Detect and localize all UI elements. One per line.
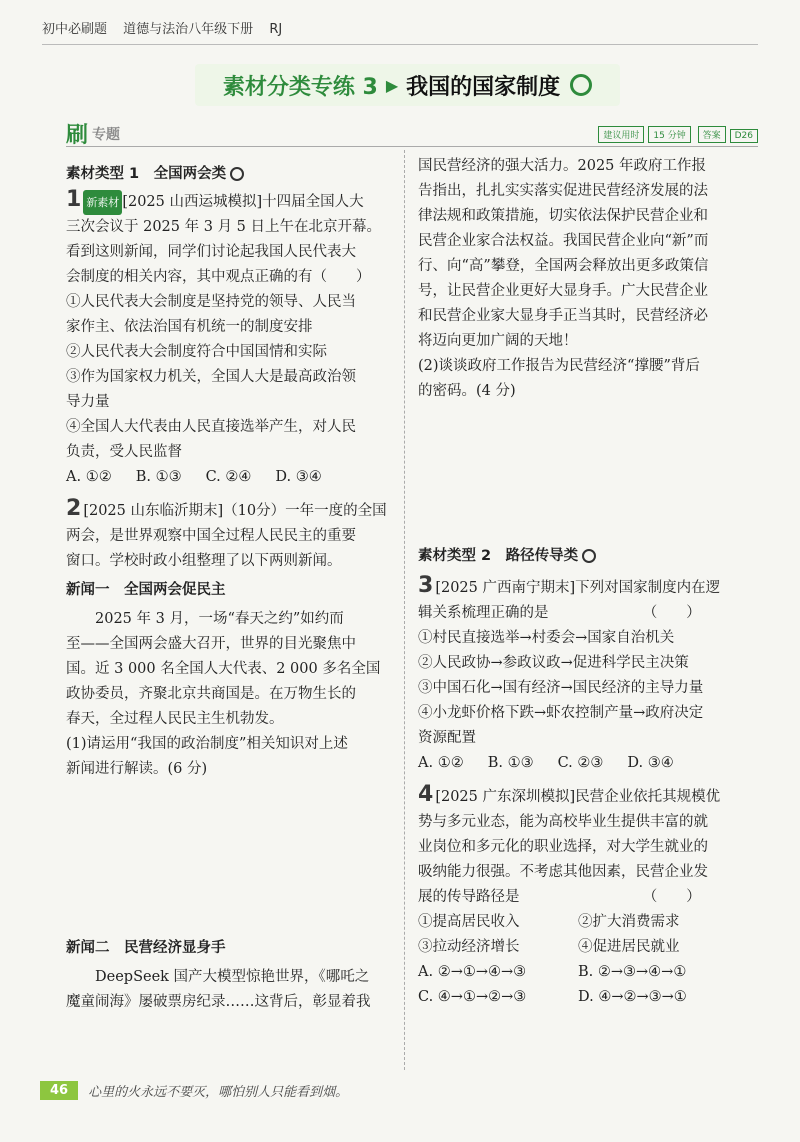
option-a: A. ②→①→④→③: [418, 964, 527, 980]
left-column: [66, 162, 398, 1015]
question-4: 4 [2025 广东深圳模拟]民营企业依托其规模优 势与多元业态，能为高校毕业生提供丰富的就 业岗位和多元化的职业选择，对大学生就业的 吸纳能力很强。不考虑其他因素，民营企业发 展的传导路径是 （ ） ①提高居民收入 ②扩大消费需求 ③拉动经济增长 ④促进居民就业 A. ②→①→④→③ B. ②→③→④→① C. ④→①→②→③ D. ④→②→③→①: [418, 782, 758, 1010]
question-number: 4: [418, 782, 434, 807]
section-bar: [66, 124, 758, 147]
time-label: 建议用时: [598, 126, 644, 143]
option-b: B. ②→③→④→①: [578, 964, 687, 980]
question-number: 1: [66, 187, 82, 212]
question-3: 3 [2025 广西南宁期末]下列对国家制度内在逻 辑关系梳理正确的是 （ ） ①村民直接选举→村委会→国家自治机关 ②人民政协→参政议政→促进科学民主决策 ③中国石化→国有经济→国民经济的主导力量 ④小龙虾价格下跌→虾农控制产量→政府决定 资源配置 A. ①② B. ①③ C. ②③ D. ③④: [418, 573, 758, 776]
chapter-banner: [195, 64, 620, 106]
target-icon: [570, 74, 592, 96]
section-label: 专题: [92, 127, 120, 143]
subject-name: 道德与法治八年级下册: [123, 22, 254, 37]
item-list: ①提高居民收入 ②扩大消费需求 ③拉动经济增长 ④促进居民就业: [418, 914, 680, 955]
option-d: D. ③④: [275, 469, 322, 485]
banner-title: 我国的国家制度: [406, 74, 561, 100]
answer-space: [418, 404, 758, 544]
footer-motto: 心里的火永远不要灭，哪怕别人只能看到烟。: [88, 1084, 349, 1100]
page-number: 46: [40, 1081, 78, 1100]
option-a: A. ①②: [66, 469, 112, 485]
new-material-tag: 新素材: [83, 190, 122, 215]
page-footer: [40, 1078, 760, 1102]
target-icon: [230, 167, 244, 181]
option-c: C. ②④: [205, 469, 252, 485]
answer-space: [66, 782, 398, 932]
answer-page: D26: [730, 129, 758, 143]
series-name: 初中必刷题: [42, 22, 108, 37]
answer-options: [418, 751, 758, 776]
answer-options: [418, 960, 758, 1010]
news-1-title: 新闻一 全国两会促民主: [66, 582, 226, 598]
edition: RJ: [269, 22, 283, 37]
banner-prefix: 素材分类专练 3: [222, 74, 378, 100]
column-divider: [404, 150, 405, 1070]
question-1: 1 新素材 [2025 山西运城模拟]十四届全国人大 三次会议于 2025 年 3 月 5 日上午在北京开幕。 看到这则新闻，同学们讨论起我国人民代表大 会制度的相关内容，其中观点正确的有（ ） ①人民代表大会制度是坚持党的领导、人民当 家作主、依法治国有机统一的制度安排 ②人民代表大会制度符合中国国情和实际 ③作为国家权力机关，全国人大是最高政治领 导力量 ④全国人大代表由人民直接选举产生，对人民 负责，受人民监督 A. ①② B. ①③ C. ②④ D. ③④: [66, 187, 398, 490]
option-d: D. ③④: [627, 755, 674, 771]
material-type-1: 素材类型 1 全国两会类: [66, 162, 398, 187]
section-meta: [594, 126, 758, 143]
question-number: 2: [66, 496, 82, 521]
news-2-title: 新闻二 民营经济显身手: [66, 940, 226, 956]
right-column: 国民营经济的强大活力。2025 年政府工作报 告指出，扎扎实实落实促进民营经济发展的法 律法规和政策措施，切实依法保护民营企业和 民营企业家合法权益。我国民营企业向“新”而 行、向“高”攀登，全国两会释放出更多政策信 号，让民营企业更好大显身手。广大民营企业 和民营企业家大显身手正当其时，民营经济必 将迈向更加广阔的天地！ (2)谈谈政府工作报告为民营经济“撑腰”背后 的密码。(4 分) 素材类型 2 路径传导类 3 [2025 广西南宁期末]下列对国家制度内在逻 辑关系梳理正确的是 （ ） ①村民直接选举→村委会→国家自治机关 ②人民政协→参政议政→促进科学民主决策 ③中国石化→国有经济→国民经济的主导力量 ④小龙虾价格下跌→虾农控制产量→政府决定 资源配置 A. ①② B. ①③ C. ②③ D. ③④ 4 [2025 广东深圳模拟]民营企业依托其规模优 势与多元业态，能为高校毕业生提供丰富的就 业岗位和多元化的职业选择，对大学生就业的 吸纳能力很强。不考虑其他因素，民营企业发 展的传导路径是 （ ） ①提高居民收入 ②扩大消费需求 ③拉动经济增长 ④促进居民就业 A. ②→①→④→③ B. ②→③→④→① C. ④→①→②→③ D. ④→②→③→①: [418, 154, 758, 1010]
answer-label: 答案: [698, 126, 726, 143]
question-2: 2 [2025 山东临沂期末]（10分）一年一度的全国 两会，是世界观察中国全过程人民民主的重要 窗口。学校时政小组整理了以下两则新闻。 新闻一 全国两会促民主 2025 年 3 月，一场“春天之约”如约而 至——全国两会盛大召开，世界的目光聚焦中 国。近 3 000 名全国人大代表、2 000 多名全国 政协委员，齐聚北京共商国是。在万物生长的 春天，全过程人民民主生机勃发。 (1)请运用“我国的政治制度”相关知识对上述 新闻进行解读。(6 分) 新闻二 民营经济显身手 DeepSeek 国产大模型惊艳世界，《哪吒之 魔童闹海》屡破票房纪录……这背后，彰显着我: [66, 496, 398, 1015]
material-type-2: 素材类型 2 路径传导类: [418, 544, 758, 569]
banner-arrow: ▶: [385, 75, 399, 95]
answer-options: [66, 465, 398, 490]
time-value: 15 分钟: [648, 126, 690, 143]
option-c: C. ②③: [557, 755, 604, 771]
option-a: A. ①②: [418, 755, 464, 771]
section-badge: 刷: [66, 123, 89, 148]
option-b: B. ①③: [135, 469, 182, 485]
option-c: C. ④→①→②→③: [418, 989, 527, 1005]
question-number: 3: [418, 573, 434, 598]
option-b: B. ①③: [487, 755, 534, 771]
option-d: D. ④→②→③→①: [578, 989, 687, 1005]
running-header: [42, 18, 758, 45]
target-icon: [582, 549, 596, 563]
